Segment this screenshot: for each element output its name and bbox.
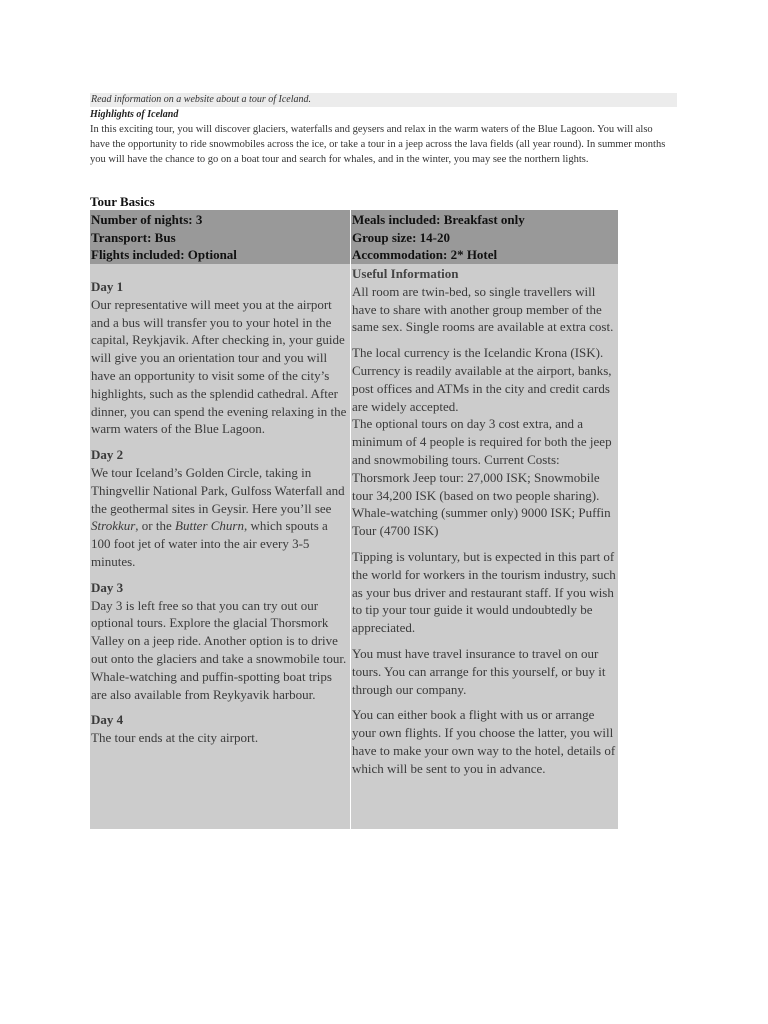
- day-1-text: Our representative will meet you at the airport and a bus will transfer you to your hotel in the capital, Reykjavik. After checking in, your guide will give you an orientation tour and you will have an opportunity to visit some of the city’s highlights, such as the splendid cathedral. After dinner, you can spend the evening relaxing in the warm waters of the Blue Lagoon.: [91, 296, 347, 437]
- useful-information-column: [351, 264, 618, 829]
- day-3-title: Day 3: [91, 579, 124, 595]
- basics-transport: Transport: Bus: [91, 229, 176, 245]
- day-2-title: Day 2: [91, 447, 124, 463]
- day-2-text-middle: , or the: [135, 518, 176, 534]
- useful-information-title: Useful Information: [352, 266, 459, 281]
- basics-nights: Number of nights: 3: [91, 212, 203, 227]
- info-insurance: You must have travel insurance to travel on our tours. You can arrange for this yourself, or buy it through our company.: [352, 645, 606, 697]
- info-tipping: Tipping is voluntary, but is expected in this part of the world for workers in the tourism industry, such as your bus driver and restaurant staff. If you wish to tip your tour guide it would undoubtedly be appreciated.: [352, 548, 616, 636]
- basics-group-size: Group size: 14-20: [352, 229, 450, 245]
- tour-basics-left-column: [90, 210, 351, 264]
- tour-basics-heading: Tour Basics: [90, 194, 155, 209]
- day-4-block: [91, 711, 350, 747]
- day-2-strokkur: Strokkur: [91, 518, 136, 534]
- day-2-text-after: , which spouts a 100 foot jet of water into the air every 3-5 minutes.: [91, 518, 328, 569]
- day-1-block: [91, 278, 350, 438]
- intro-paragraph: In this exciting tour, you will discover glaciers, waterfalls and geysers and relax in the warm waters of the Blue Lagoon. You will also have the opportunity to ride snowmobiles across the ice, or take a tour in a jeep across the lava fields (all year round). In summer months you will have the chance to go on a boat tour and search for whales, and in the winter, you may see the northern lights.: [90, 124, 666, 165]
- day-2-text-before: We tour Iceland’s Golden Circle, taking in Thingvellir National Park, Gulfoss Waterfall and the geothermal sites in Geysir. Here you’ll see: [91, 464, 345, 516]
- tour-basics-table: [90, 210, 618, 264]
- intro-title: Highlights of Iceland: [90, 109, 179, 120]
- tour-basics-right-column: [351, 210, 618, 264]
- info-rooms: All room are twin-bed, so single travellers will have to share with another group member of the same sex. Single rooms are available at extra cost.: [352, 283, 614, 335]
- basics-accommodation: Accommodation: 2* Hotel: [352, 247, 498, 262]
- info-currency: The local currency is the Icelandic Krona (ISK). Currency is readily available at the airport, banks, post offices and ATMs in the city and credit cards are widely accepted.: [352, 345, 612, 414]
- basics-flights: Flights included: Optional: [91, 247, 237, 262]
- day-2-butter-churn: Butter Churn: [175, 518, 244, 534]
- itinerary-column: [90, 264, 351, 829]
- day-3-text: Day 3 is left free so that you can try out our optional tours. Explore the glacial Thorsmork Valley on a jeep ride. Another option is to drive out onto the glaciers and take a snowmobile tour. Whale-watching and puffin-spotting boat trips are also available from Reykyavik harbour.: [91, 597, 347, 702]
- info-optional-costs: The optional tours on day 3 cost extra, and a minimum of 4 people is required for both the jeep and snowmobiling tours. Current Costs: Thorsmork Jeep tour: 27,000 ISK; Snowmobile tour 34,200 ISK (based on two people sharing). Whale-watching (summer only) 9000 ISK; Puffin Tour (4700 ISK): [352, 416, 612, 539]
- info-flights: You can either book a flight with us or arrange your own flights. If you choose the latter, you will have to make your own way to the hotel, details of which will be sent to you in advance.: [352, 707, 616, 776]
- basics-meals: Meals included: Breakfast only: [352, 212, 525, 227]
- day-2-block: [91, 446, 350, 571]
- tour-details-table: [90, 264, 618, 829]
- day-4-text: The tour ends at the city airport.: [91, 730, 259, 746]
- day-4-title: Day 4: [91, 712, 124, 728]
- instruction-text: Read information on a website about a tour of Iceland.: [90, 93, 677, 107]
- day-3-block: [91, 579, 350, 704]
- day-1-title: Day 1: [91, 279, 124, 294]
